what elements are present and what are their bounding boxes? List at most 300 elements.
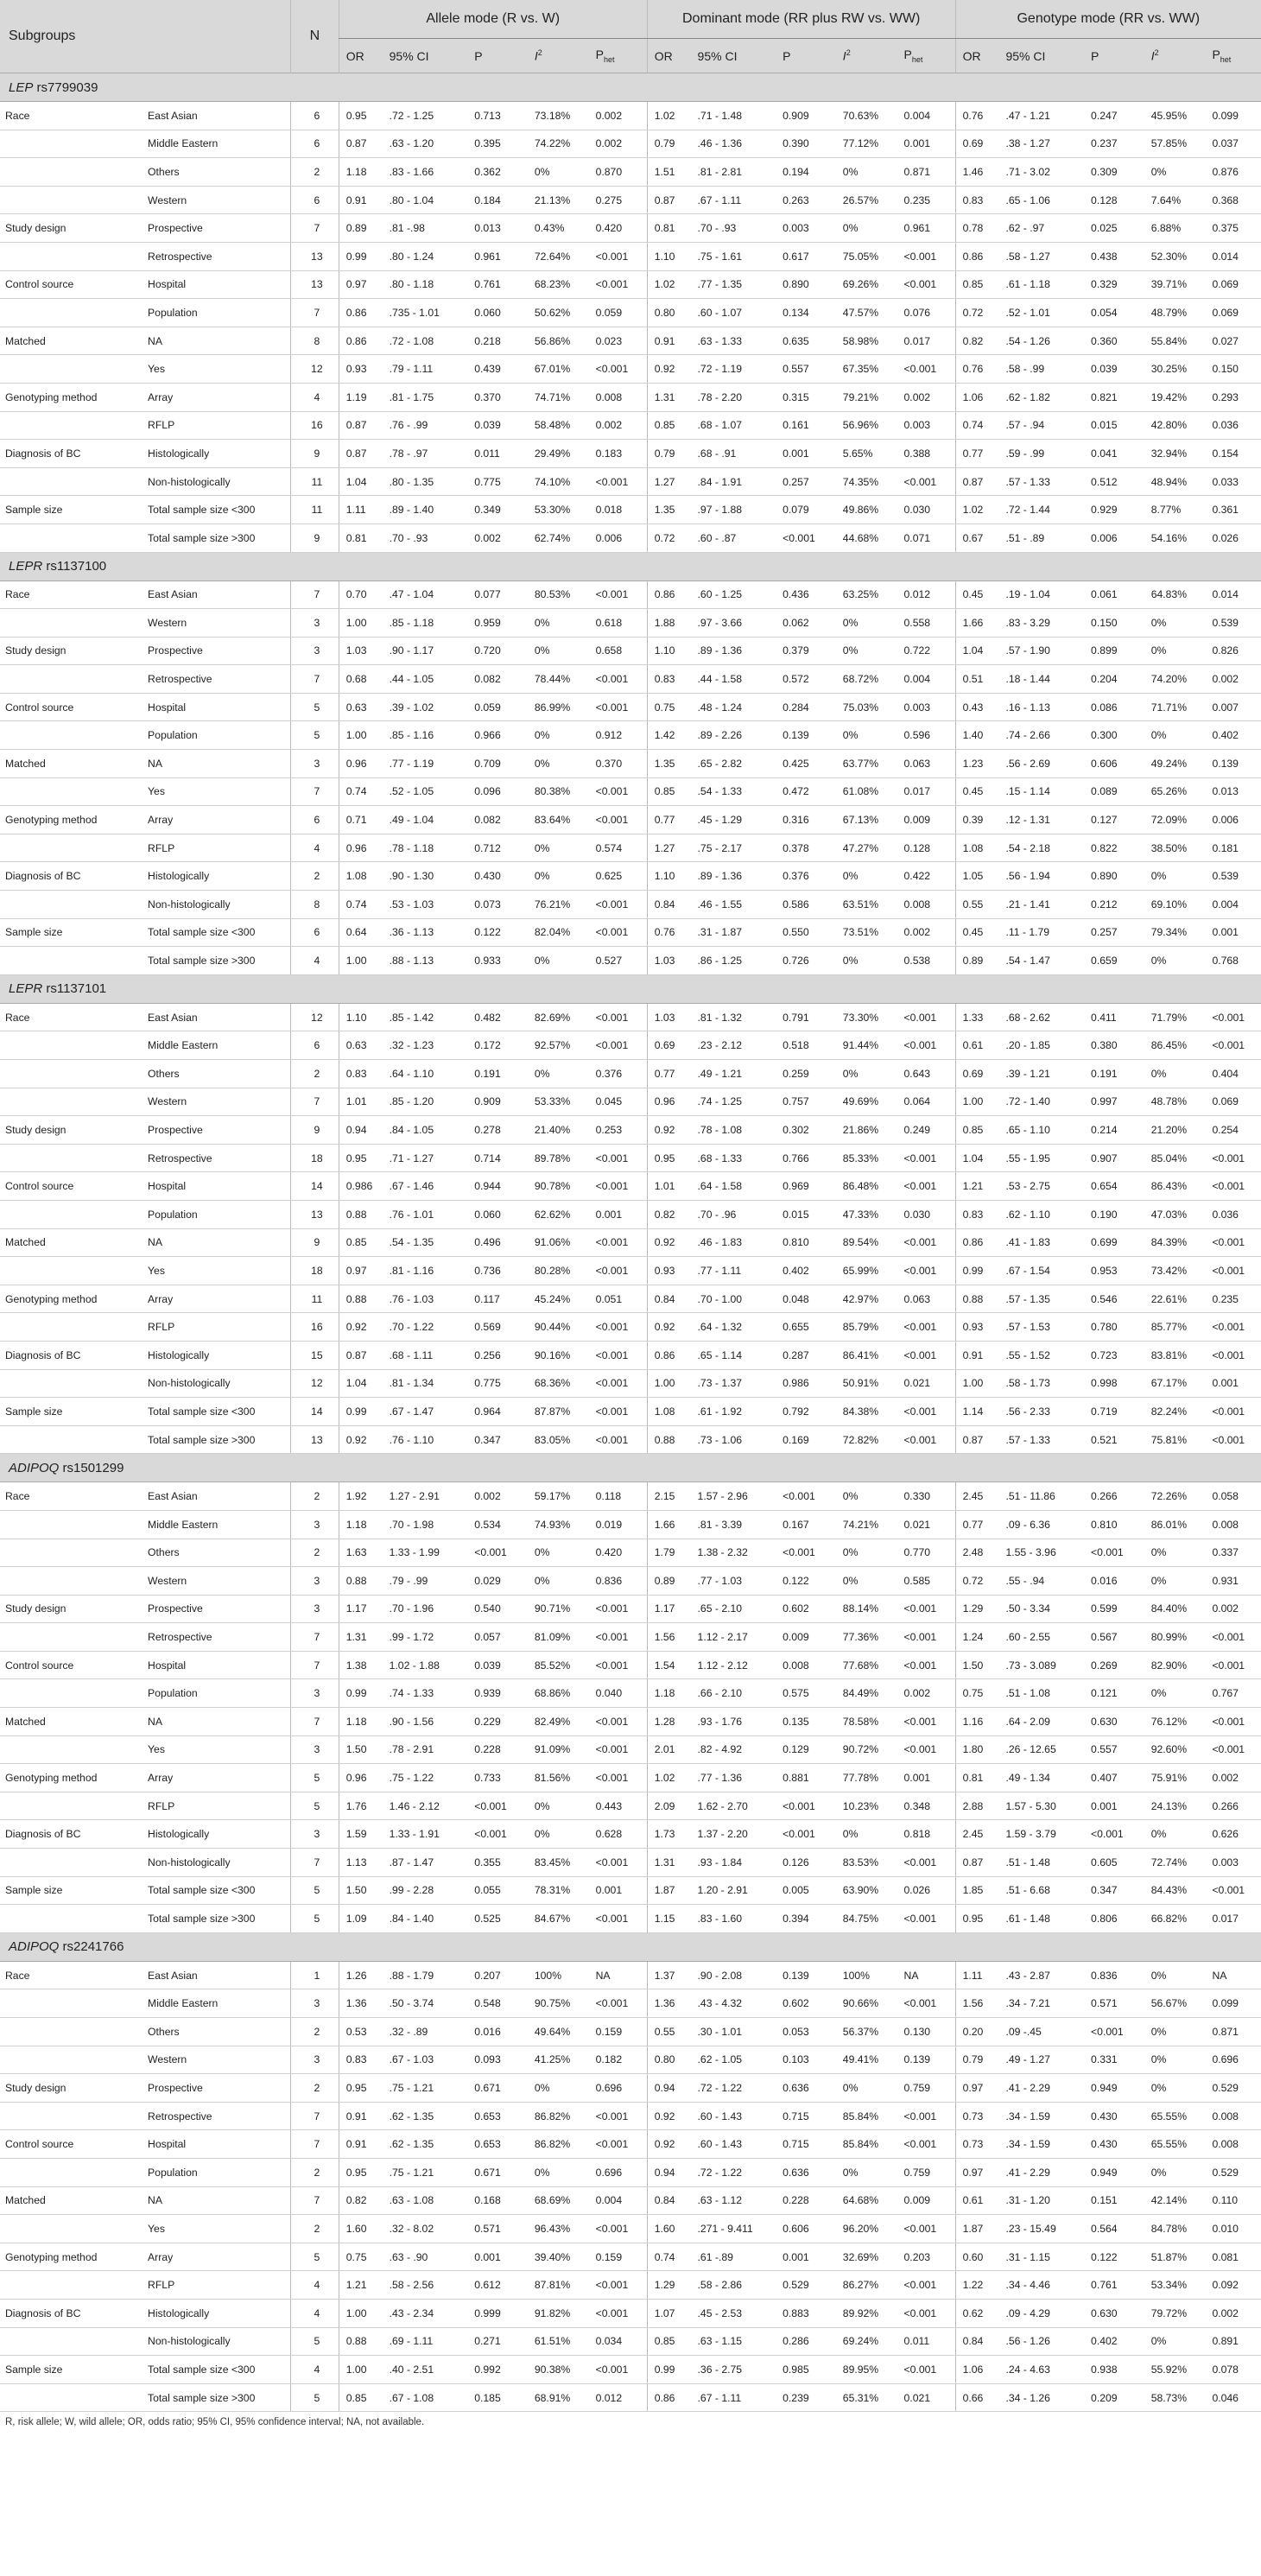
- value-cell: 0.85: [647, 411, 690, 440]
- subgroup-cell: Study design: [0, 214, 143, 243]
- value-cell: <0.001: [776, 1539, 836, 1567]
- value-cell: 0.002: [897, 1679, 956, 1708]
- value-cell: <0.001: [589, 1031, 648, 1060]
- value-cell: 0.135: [776, 1708, 836, 1736]
- value-cell: 0.715: [776, 2130, 836, 2159]
- value-cell: 1.06: [955, 2356, 998, 2384]
- value-cell: 0.337: [1205, 1539, 1261, 1567]
- value-cell: 0.723: [1084, 1341, 1144, 1369]
- table-row: [0, 1369, 1261, 1398]
- value-cell: <0.001: [589, 1398, 648, 1426]
- value-cell: 1.14: [955, 1398, 998, 1426]
- subgroup-cell: Study design: [0, 2074, 143, 2103]
- value-cell: .75 - 1.61: [691, 242, 776, 270]
- category-cell: Hospital: [143, 1651, 291, 1679]
- value-cell: .36 - 2.75: [691, 2356, 776, 2384]
- category-cell: Yes: [143, 1735, 291, 1764]
- value-cell: 0.168: [467, 2186, 528, 2215]
- value-cell: 0.86: [955, 242, 998, 270]
- value-cell: 2.88: [955, 1792, 998, 1820]
- value-cell: 0.944: [467, 1172, 528, 1201]
- value-cell: 0.75: [955, 1679, 998, 1708]
- value-cell: 79.21%: [836, 383, 897, 411]
- value-cell: <0.001: [589, 1369, 648, 1398]
- value-cell: 0.029: [467, 1567, 528, 1596]
- value-cell: 0.003: [1205, 1849, 1261, 1877]
- value-cell: 89.54%: [836, 1228, 897, 1257]
- value-cell: .09 - 6.36: [998, 1510, 1084, 1539]
- value-cell: <0.001: [467, 1820, 528, 1849]
- value-cell: 0.370: [589, 750, 648, 778]
- value-cell: 0.191: [467, 1060, 528, 1088]
- value-cell: 0.063: [897, 1285, 956, 1313]
- value-cell: 0.821: [1084, 383, 1144, 411]
- value-cell: 1.24: [955, 1623, 998, 1652]
- value-cell: 0.571: [467, 2215, 528, 2243]
- value-cell: 0.696: [1205, 2046, 1261, 2074]
- value-cell: 0.671: [467, 2158, 528, 2186]
- value-cell: 67.35%: [836, 355, 897, 384]
- value-cell: 91.06%: [528, 1228, 589, 1257]
- value-cell: .63 - 1.15: [691, 2327, 776, 2356]
- value-cell: 0.87: [955, 1849, 998, 1877]
- value-cell: 0.655: [776, 1313, 836, 1342]
- value-cell: .57 - .94: [998, 411, 1084, 440]
- value-cell: 0.167: [776, 1510, 836, 1539]
- value-cell: 0.969: [776, 1172, 836, 1201]
- value-cell: 74.22%: [528, 130, 589, 158]
- value-cell: 66.82%: [1144, 1905, 1206, 1933]
- value-cell: 0.247: [1084, 102, 1144, 130]
- value-cell: 0.95: [339, 2074, 382, 2103]
- value-cell: .58 - 2.56: [383, 2271, 468, 2300]
- value-cell: .62 - .97: [998, 214, 1084, 243]
- category-cell: Middle Eastern: [143, 1510, 291, 1539]
- value-cell: 1.12 - 2.17: [691, 1623, 776, 1652]
- value-cell: 0.612: [467, 2271, 528, 2300]
- value-cell: 0.87: [955, 1425, 998, 1454]
- value-cell: 0.605: [1084, 1849, 1144, 1877]
- value-cell: 68.72%: [836, 665, 897, 694]
- value-cell: .75 - 1.21: [383, 2158, 468, 2186]
- value-cell: 4: [291, 2356, 339, 2384]
- table-row: [0, 1313, 1261, 1342]
- value-cell: 0.036: [1205, 411, 1261, 440]
- value-cell: 0.026: [897, 1876, 956, 1905]
- subgroup-cell: [0, 158, 143, 187]
- value-cell: 1.27: [647, 834, 690, 862]
- value-cell: 49.41%: [836, 2046, 897, 2074]
- value-cell: 0.051: [589, 1285, 648, 1313]
- subgroup-cell: Sample size: [0, 1876, 143, 1905]
- value-cell: 0.025: [1084, 214, 1144, 243]
- value-cell: 68.36%: [528, 1369, 589, 1398]
- value-cell: 1.59 - 3.79: [998, 1820, 1084, 1849]
- value-cell: 5: [291, 1792, 339, 1820]
- value-cell: 61.51%: [528, 2327, 589, 2356]
- category-cell: Population: [143, 299, 291, 327]
- value-cell: <0.001: [897, 270, 956, 299]
- table-row: [0, 2271, 1261, 2300]
- value-cell: 0.134: [776, 299, 836, 327]
- value-cell: <0.001: [1205, 1144, 1261, 1172]
- value-cell: 71.79%: [1144, 1003, 1206, 1031]
- value-cell: 0.300: [1084, 721, 1144, 750]
- value-cell: 1.00: [339, 2356, 382, 2384]
- value-cell: .55 - 1.95: [998, 1144, 1084, 1172]
- category-cell: Retrospective: [143, 2102, 291, 2130]
- value-cell: 0.736: [467, 1257, 528, 1285]
- value-cell: <0.001: [897, 1031, 956, 1060]
- value-cell: 0.95: [339, 2158, 382, 2186]
- column-header: P: [467, 39, 528, 73]
- value-cell: 1.37: [647, 1961, 690, 1989]
- subgroup-cell: [0, 665, 143, 694]
- value-cell: 0.79: [647, 130, 690, 158]
- value-cell: 0.001: [589, 1200, 648, 1228]
- value-cell: 0.574: [589, 834, 648, 862]
- value-cell: 0%: [528, 158, 589, 187]
- value-cell: .64 - 1.58: [691, 1172, 776, 1201]
- value-cell: 0.228: [467, 1735, 528, 1764]
- value-cell: 3: [291, 1679, 339, 1708]
- value-cell: 0%: [836, 862, 897, 891]
- value-cell: .31 - 1.87: [691, 918, 776, 947]
- value-cell: 2.09: [647, 1792, 690, 1820]
- value-cell: 1.04: [955, 1144, 998, 1172]
- table-row: [0, 270, 1261, 299]
- category-cell: Retrospective: [143, 1144, 291, 1172]
- value-cell: 0.643: [897, 1060, 956, 1088]
- value-cell: .70 - 1.22: [383, 1313, 468, 1342]
- value-cell: <0.001: [897, 1003, 956, 1031]
- value-cell: 1.26: [339, 1961, 382, 1989]
- value-cell: 79.72%: [1144, 2299, 1206, 2327]
- value-cell: .271 - 9.411: [691, 2215, 776, 2243]
- value-cell: 7: [291, 2130, 339, 2159]
- value-cell: 0.348: [897, 1792, 956, 1820]
- value-cell: .66 - 2.10: [691, 1679, 776, 1708]
- value-cell: .65 - 1.10: [998, 1116, 1084, 1145]
- value-cell: 0.001: [1205, 918, 1261, 947]
- value-cell: 1.10: [647, 862, 690, 891]
- value-cell: 0.249: [897, 1116, 956, 1145]
- value-cell: 0.036: [1205, 1200, 1261, 1228]
- value-cell: .41 - 2.29: [998, 2158, 1084, 2186]
- value-cell: 1.16: [955, 1708, 998, 1736]
- value-cell: 0.203: [897, 2243, 956, 2271]
- value-cell: 0.569: [467, 1313, 528, 1342]
- value-cell: 0.73: [955, 2130, 998, 2159]
- value-cell: 90.16%: [528, 1341, 589, 1369]
- value-cell: <0.001: [589, 581, 648, 609]
- value-cell: 0.86: [647, 2383, 690, 2412]
- value-cell: .735 - 1.01: [383, 299, 468, 327]
- value-cell: 0.302: [776, 1116, 836, 1145]
- subgroup-cell: Diagnosis of BC: [0, 862, 143, 891]
- value-cell: .52 - 1.05: [383, 777, 468, 806]
- value-cell: .72 - 1.22: [691, 2158, 776, 2186]
- value-cell: 0.425: [776, 750, 836, 778]
- value-cell: 83.53%: [836, 1849, 897, 1877]
- table-row: [0, 1144, 1261, 1172]
- value-cell: <0.001: [897, 1257, 956, 1285]
- value-cell: 1.00: [647, 1369, 690, 1398]
- value-cell: 0%: [1144, 2158, 1206, 2186]
- value-cell: .73 - 1.37: [691, 1369, 776, 1398]
- value-cell: 0.002: [589, 130, 648, 158]
- value-cell: 0.349: [467, 496, 528, 524]
- value-cell: .84 - 1.91: [691, 467, 776, 496]
- value-cell: 0.606: [1084, 750, 1144, 778]
- value-cell: .32 - 8.02: [383, 2215, 468, 2243]
- value-cell: 80.99%: [1144, 1623, 1206, 1652]
- category-cell: Prospective: [143, 637, 291, 665]
- subgroup-cell: Matched: [0, 2186, 143, 2215]
- category-cell: Hospital: [143, 693, 291, 721]
- value-cell: .34 - 1.59: [998, 2102, 1084, 2130]
- value-cell: 0.871: [897, 158, 956, 187]
- value-cell: 7.64%: [1144, 186, 1206, 214]
- value-cell: 0.67: [955, 523, 998, 552]
- value-cell: 0.617: [776, 242, 836, 270]
- value-cell: .41 - 2.29: [998, 2074, 1084, 2103]
- value-cell: <0.001: [897, 1708, 956, 1736]
- value-cell: 78.58%: [836, 1708, 897, 1736]
- value-cell: 0.83: [955, 186, 998, 214]
- subgroup-cell: [0, 2215, 143, 2243]
- value-cell: 21.13%: [528, 186, 589, 214]
- value-cell: 0%: [528, 2074, 589, 2103]
- value-cell: 0.139: [776, 1961, 836, 1989]
- value-cell: 77.36%: [836, 1623, 897, 1652]
- subgroup-cell: [0, 1425, 143, 1454]
- value-cell: 82.69%: [528, 1003, 589, 1031]
- value-cell: .57 - 1.90: [998, 637, 1084, 665]
- category-cell: Total sample size <300: [143, 496, 291, 524]
- value-cell: 53.34%: [1144, 2271, 1206, 2300]
- value-cell: 0.96: [647, 1088, 690, 1116]
- value-cell: 0.550: [776, 918, 836, 947]
- value-cell: 0.571: [1084, 1989, 1144, 2018]
- subgroup-cell: Sample size: [0, 2356, 143, 2384]
- value-cell: <0.001: [589, 2271, 648, 2300]
- value-cell: 39.71%: [1144, 270, 1206, 299]
- value-cell: 92.57%: [528, 1031, 589, 1060]
- value-cell: 0.96: [339, 1764, 382, 1792]
- value-cell: .74 - 1.25: [691, 1088, 776, 1116]
- value-cell: 0.89: [955, 947, 998, 975]
- value-cell: 74.20%: [1144, 665, 1206, 694]
- value-cell: 0.93: [339, 355, 382, 384]
- value-cell: 1.51: [647, 158, 690, 187]
- value-cell: 0.85: [955, 1116, 998, 1145]
- category-cell: East Asian: [143, 102, 291, 130]
- subgroup-cell: [0, 1623, 143, 1652]
- table-row: [0, 1735, 1261, 1764]
- value-cell: 0.964: [467, 1398, 528, 1426]
- value-cell: 0.761: [467, 270, 528, 299]
- value-cell: 1.79: [647, 1539, 690, 1567]
- value-cell: 0.876: [1205, 158, 1261, 187]
- value-cell: 0.83: [647, 665, 690, 694]
- header-genotype-mode: Genotype mode (RR vs. WW): [955, 0, 1261, 39]
- value-cell: <0.001: [897, 355, 956, 384]
- header-allele-mode: Allele mode (R vs. W): [339, 0, 647, 39]
- value-cell: 10.23%: [836, 1792, 897, 1820]
- value-cell: .54 - 1.26: [998, 327, 1084, 355]
- value-cell: 49.64%: [528, 2018, 589, 2046]
- value-cell: 65.55%: [1144, 2130, 1206, 2159]
- value-cell: 0%: [836, 637, 897, 665]
- value-cell: 82.49%: [528, 1708, 589, 1736]
- value-cell: .72 - 1.19: [691, 355, 776, 384]
- value-cell: 19.42%: [1144, 383, 1206, 411]
- value-cell: 0%: [836, 721, 897, 750]
- value-cell: 0.92: [647, 1116, 690, 1145]
- value-cell: .79 - .99: [383, 1567, 468, 1596]
- value-cell: 72.74%: [1144, 1849, 1206, 1877]
- value-cell: 0.053: [776, 2018, 836, 2046]
- value-cell: 1: [291, 1961, 339, 1989]
- value-cell: <0.001: [1084, 1539, 1144, 1567]
- table-row: [0, 214, 1261, 243]
- value-cell: .93 - 1.84: [691, 1849, 776, 1877]
- value-cell: 61.08%: [836, 777, 897, 806]
- value-cell: 1.21: [339, 2271, 382, 2300]
- value-cell: 1.00: [339, 721, 382, 750]
- value-cell: 0.92: [647, 2102, 690, 2130]
- table-row: [0, 1905, 1261, 1933]
- subgroup-cell: [0, 186, 143, 214]
- value-cell: 0.185: [467, 2383, 528, 2412]
- value-cell: 89.95%: [836, 2356, 897, 2384]
- value-cell: .43 - 2.34: [383, 2299, 468, 2327]
- value-cell: .74 - 2.66: [998, 721, 1084, 750]
- value-cell: .81 - 1.16: [383, 1257, 468, 1285]
- value-cell: 0.003: [897, 693, 956, 721]
- value-cell: 5.65%: [836, 440, 897, 468]
- value-cell: <0.001: [1084, 2018, 1144, 2046]
- value-cell: .44 - 1.05: [383, 665, 468, 694]
- value-cell: 1.02 - 1.88: [383, 1651, 468, 1679]
- value-cell: <0.001: [897, 1172, 956, 1201]
- value-cell: 0%: [528, 721, 589, 750]
- value-cell: <0.001: [589, 665, 648, 694]
- value-cell: .63 - .90: [383, 2243, 468, 2271]
- value-cell: 0.72: [955, 299, 998, 327]
- value-cell: 0.127: [1084, 806, 1144, 834]
- subgroup-cell: [0, 2018, 143, 2046]
- value-cell: 24.13%: [1144, 1792, 1206, 1820]
- value-cell: 0.92: [339, 1313, 382, 1342]
- value-cell: .77 - 1.19: [383, 750, 468, 778]
- value-cell: 0.411: [1084, 1003, 1144, 1031]
- value-cell: .93 - 1.76: [691, 1708, 776, 1736]
- value-cell: .89 - 1.40: [383, 496, 468, 524]
- category-cell: Western: [143, 186, 291, 214]
- value-cell: .38 - 1.27: [998, 130, 1084, 158]
- category-cell: Western: [143, 1567, 291, 1596]
- value-cell: 0.83: [339, 1060, 382, 1088]
- value-cell: 0.759: [897, 2158, 956, 2186]
- value-cell: 1.31: [647, 383, 690, 411]
- column-header: $P_{het}$: [1205, 39, 1261, 73]
- value-cell: 0.046: [1205, 2383, 1261, 2412]
- value-cell: .12 - 1.31: [998, 806, 1084, 834]
- value-cell: 67.01%: [528, 355, 589, 384]
- value-cell: .64 - 2.09: [998, 1708, 1084, 1736]
- value-cell: .77 - 1.36: [691, 1764, 776, 1792]
- category-cell: Array: [143, 1285, 291, 1313]
- value-cell: 1.42: [647, 721, 690, 750]
- value-cell: 0.191: [1084, 1060, 1144, 1088]
- value-cell: 0.890: [1084, 862, 1144, 891]
- category-cell: Total sample size >300: [143, 1905, 291, 1933]
- value-cell: <0.001: [897, 2215, 956, 2243]
- value-cell: 86.48%: [836, 1172, 897, 1201]
- value-cell: 0%: [836, 2158, 897, 2186]
- value-cell: 0.719: [1084, 1398, 1144, 1426]
- value-cell: 0.041: [1084, 440, 1144, 468]
- value-cell: 0.009: [897, 806, 956, 834]
- value-cell: 0.43: [955, 693, 998, 721]
- value-cell: 2: [291, 2215, 339, 2243]
- value-cell: 3: [291, 2046, 339, 2074]
- value-cell: .53 - 1.03: [383, 891, 468, 919]
- table-row: [0, 1425, 1261, 1454]
- section-title: ADIPOQ rs1501299: [0, 1454, 1261, 1482]
- value-cell: .72 - 1.25: [383, 102, 468, 130]
- value-cell: .54 - 1.47: [998, 947, 1084, 975]
- value-cell: 47.03%: [1144, 1200, 1206, 1228]
- value-cell: 6: [291, 130, 339, 158]
- subgroup-cell: [0, 2046, 143, 2074]
- value-cell: .60 - 1.07: [691, 299, 776, 327]
- value-cell: 0.002: [1205, 2299, 1261, 2327]
- value-cell: 0.529: [1205, 2074, 1261, 2103]
- value-cell: 1.18: [647, 1679, 690, 1708]
- value-cell: 0.696: [589, 2074, 648, 2103]
- category-cell: Others: [143, 1060, 291, 1088]
- value-cell: 30.25%: [1144, 355, 1206, 384]
- value-cell: 65.26%: [1144, 777, 1206, 806]
- value-cell: 86.82%: [528, 2130, 589, 2159]
- value-cell: 0.636: [776, 2074, 836, 2103]
- value-cell: <0.001: [776, 523, 836, 552]
- value-cell: 96.20%: [836, 2215, 897, 2243]
- value-cell: 69.10%: [1144, 891, 1206, 919]
- value-cell: .63 - 1.12: [691, 2186, 776, 2215]
- table-row: [0, 750, 1261, 778]
- value-cell: 0.759: [897, 2074, 956, 2103]
- value-cell: 0.626: [1205, 1820, 1261, 1849]
- value-cell: .57 - 1.33: [998, 1425, 1084, 1454]
- value-cell: 5: [291, 2327, 339, 2356]
- value-cell: 1.17: [339, 1595, 382, 1623]
- value-cell: 0.74: [955, 411, 998, 440]
- value-cell: 91.09%: [528, 1735, 589, 1764]
- value-cell: <0.001: [1205, 1003, 1261, 1031]
- value-cell: 0.254: [1205, 1116, 1261, 1145]
- value-cell: 0.037: [1205, 130, 1261, 158]
- value-cell: .83 - 1.60: [691, 1905, 776, 1933]
- value-cell: 57.85%: [1144, 130, 1206, 158]
- value-cell: 0.257: [1084, 918, 1144, 947]
- value-cell: 80.38%: [528, 777, 589, 806]
- value-cell: <0.001: [589, 2130, 648, 2159]
- value-cell: 26.57%: [836, 186, 897, 214]
